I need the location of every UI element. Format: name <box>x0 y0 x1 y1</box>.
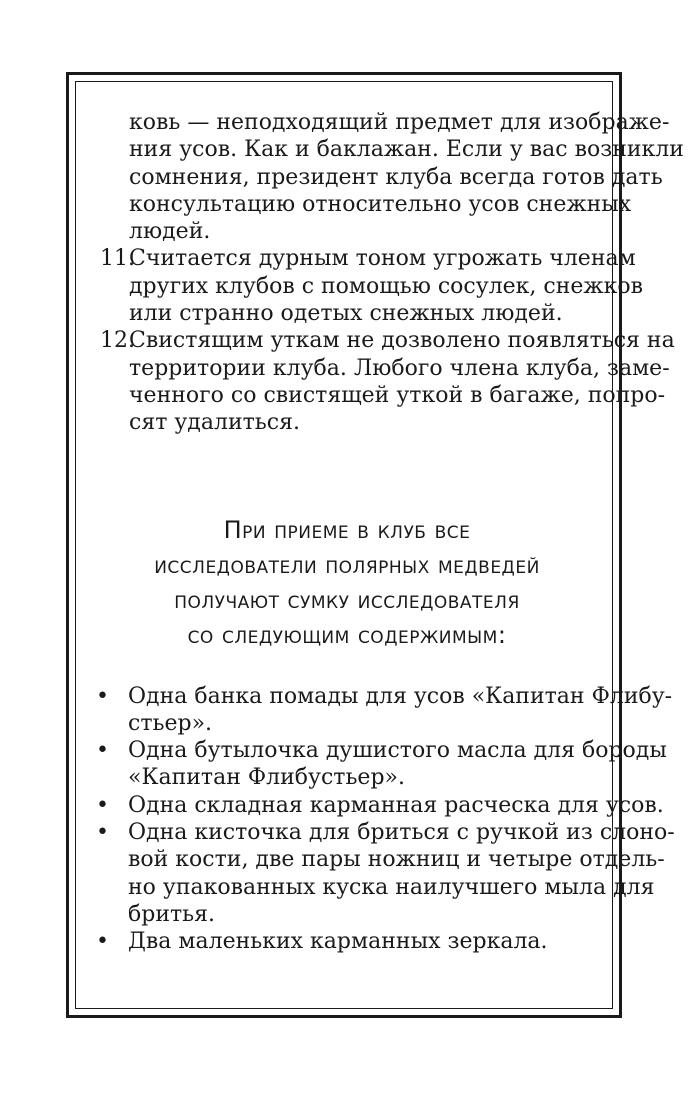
text-line: сомнения, президент клуба всегда готов дать <box>129 164 663 190</box>
bullet-icon: • <box>96 929 109 955</box>
text-line: ченного со свистящей уткой в багаже, попро- <box>129 382 666 408</box>
bullet-item <box>96 792 664 819</box>
item-number: 12. <box>100 328 135 354</box>
heading-line: исследователи полярных медведей <box>154 550 540 579</box>
text-line: Одна кисточка для бриться с ручкой из слоно- <box>128 820 675 846</box>
bullet-icon: • <box>96 792 109 818</box>
bullet-icon: • <box>96 820 109 846</box>
heading-line: получают сумку исследователя <box>174 585 520 614</box>
bullet-list <box>96 683 675 956</box>
section-heading <box>100 513 594 653</box>
text-line: Считается дурным тоном угрожать членам <box>129 246 636 272</box>
bullet-item <box>96 683 673 738</box>
text-line: ния усов. Как и баклажан. Если у вас возникли <box>129 137 684 163</box>
text-line: Два маленьких карманных зеркала. <box>128 929 548 955</box>
text-line: бритья. <box>128 901 216 927</box>
bullet-item <box>96 819 675 928</box>
bullet-icon: • <box>96 738 109 764</box>
list-item-continued <box>100 109 684 245</box>
text-line: или странно одетых снежных людей. <box>129 301 563 327</box>
list-item-11 <box>100 245 644 327</box>
text-line: Свистящим уткам не дозволено появляться на <box>129 328 675 354</box>
text-line: сят удалиться. <box>129 410 300 436</box>
text-line: консультацию относительно усов снежных <box>129 191 632 217</box>
heading-line: При приеме в клуб все <box>223 515 471 544</box>
text-line: территории клуба. Любого члена клуба, заме- <box>129 355 670 381</box>
text-line: Одна складная карманная расческа для усов. <box>128 792 664 818</box>
text-line: вой кости, две пары ножниц и четыре отдель- <box>128 847 665 873</box>
text-line: но упакованных куска наилучшего мыла для <box>128 874 655 900</box>
text-line: ковь — неподходящий предмет для изображе- <box>129 110 670 135</box>
item-number: 11. <box>100 246 135 272</box>
text-line: других клубов с помощью сосулек, снежков <box>129 273 644 299</box>
text-line: «Капитан Флибустьер». <box>128 765 405 791</box>
text-line: Одна банка помады для усов «Капитан Флибу- <box>128 683 673 709</box>
heading-line: со следующим содержимым: <box>187 620 507 649</box>
list-item-12 <box>100 327 675 436</box>
bullet-icon: • <box>96 683 109 709</box>
bullet-item <box>96 928 594 955</box>
text-line: Одна бутылочка душистого масла для бороды <box>128 738 667 764</box>
page-content <box>96 109 684 956</box>
text-line: стьер». <box>128 710 213 736</box>
bullet-item <box>96 737 667 792</box>
text-line: людей. <box>129 219 211 245</box>
